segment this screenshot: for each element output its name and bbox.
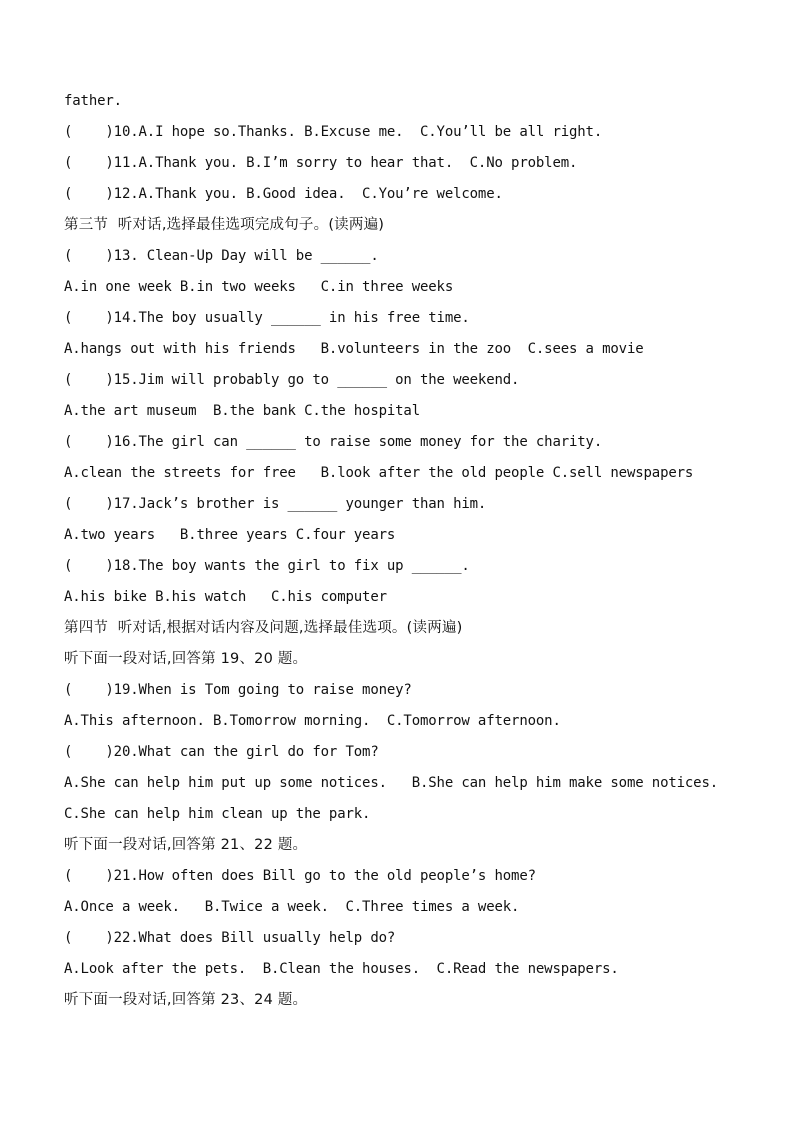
question-14: ( )14.The boy usually ______ in his free time.	[64, 310, 470, 326]
question-19: ( )19.When is Tom going to raise money?	[64, 682, 412, 698]
options-14: A.hangs out with his friends B.volunteers in the zoo C.sees a movie	[64, 341, 644, 357]
question-11: ( )11.A.Thank you. B.I’m sorry to hear that. C.No problem.	[64, 155, 578, 171]
question-13: ( )13. Clean-Up Day will be ______.	[64, 248, 379, 264]
question-16: ( )16.The girl can ______ to raise some money for the charity.	[64, 434, 603, 450]
dialogue-instruction: 听下面一段对话,回答第 19、20 题。	[64, 651, 308, 667]
text-line: father.	[64, 93, 122, 109]
question-17: ( )17.Jack’s brother is ______ younger than him.	[64, 496, 487, 512]
document-page	[64, 86, 764, 1016]
question-22: ( )22.What does Bill usually help do?	[64, 930, 396, 946]
options-22: A.Look after the pets. B.Clean the houses. C.Read the newspapers.	[64, 961, 619, 977]
options-21: A.Once a week. B.Twice a week. C.Three times a week.	[64, 899, 520, 915]
question-10: ( )10.A.I hope so.Thanks. B.Excuse me. C.You’ll be all right.	[64, 124, 603, 140]
options-19: A.This afternoon. B.Tomorrow morning. C.Tomorrow afternoon.	[64, 713, 561, 729]
options-13: A.in one week B.in two weeks C.in three weeks	[64, 279, 454, 295]
options-15: A.the art museum B.the bank C.the hospital	[64, 403, 420, 419]
question-21: ( )21.How often does Bill go to the old people’s home?	[64, 868, 536, 884]
question-12: ( )12.A.Thank you. B.Good idea. C.You’re welcome.	[64, 186, 503, 202]
section-4-heading: 第四节 听对话,根据对话内容及问题,选择最佳选项。(读两遍)	[64, 620, 463, 636]
question-20: ( )20.What can the girl do for Tom?	[64, 744, 379, 760]
options-20-continued: C.She can help him clean up the park.	[64, 806, 371, 822]
options-16: A.clean the streets for free B.look after the old people C.sell newspapers	[64, 465, 694, 481]
question-15: ( )15.Jim will probably go to ______ on the weekend.	[64, 372, 520, 388]
question-18: ( )18.The boy wants the girl to fix up ______.	[64, 558, 470, 574]
section-3-heading: 第三节 听对话,选择最佳选项完成句子。(读两遍)	[64, 217, 385, 233]
dialogue-instruction: 听下面一段对话,回答第 21、22 题。	[64, 837, 308, 853]
options-18: A.his bike B.his watch C.his computer	[64, 589, 387, 605]
dialogue-instruction: 听下面一段对话,回答第 23、24 题。	[64, 992, 308, 1008]
options-17: A.two years B.three years C.four years	[64, 527, 396, 543]
options-20: A.She can help him put up some notices. B.She can help him make some notices.	[64, 775, 719, 791]
